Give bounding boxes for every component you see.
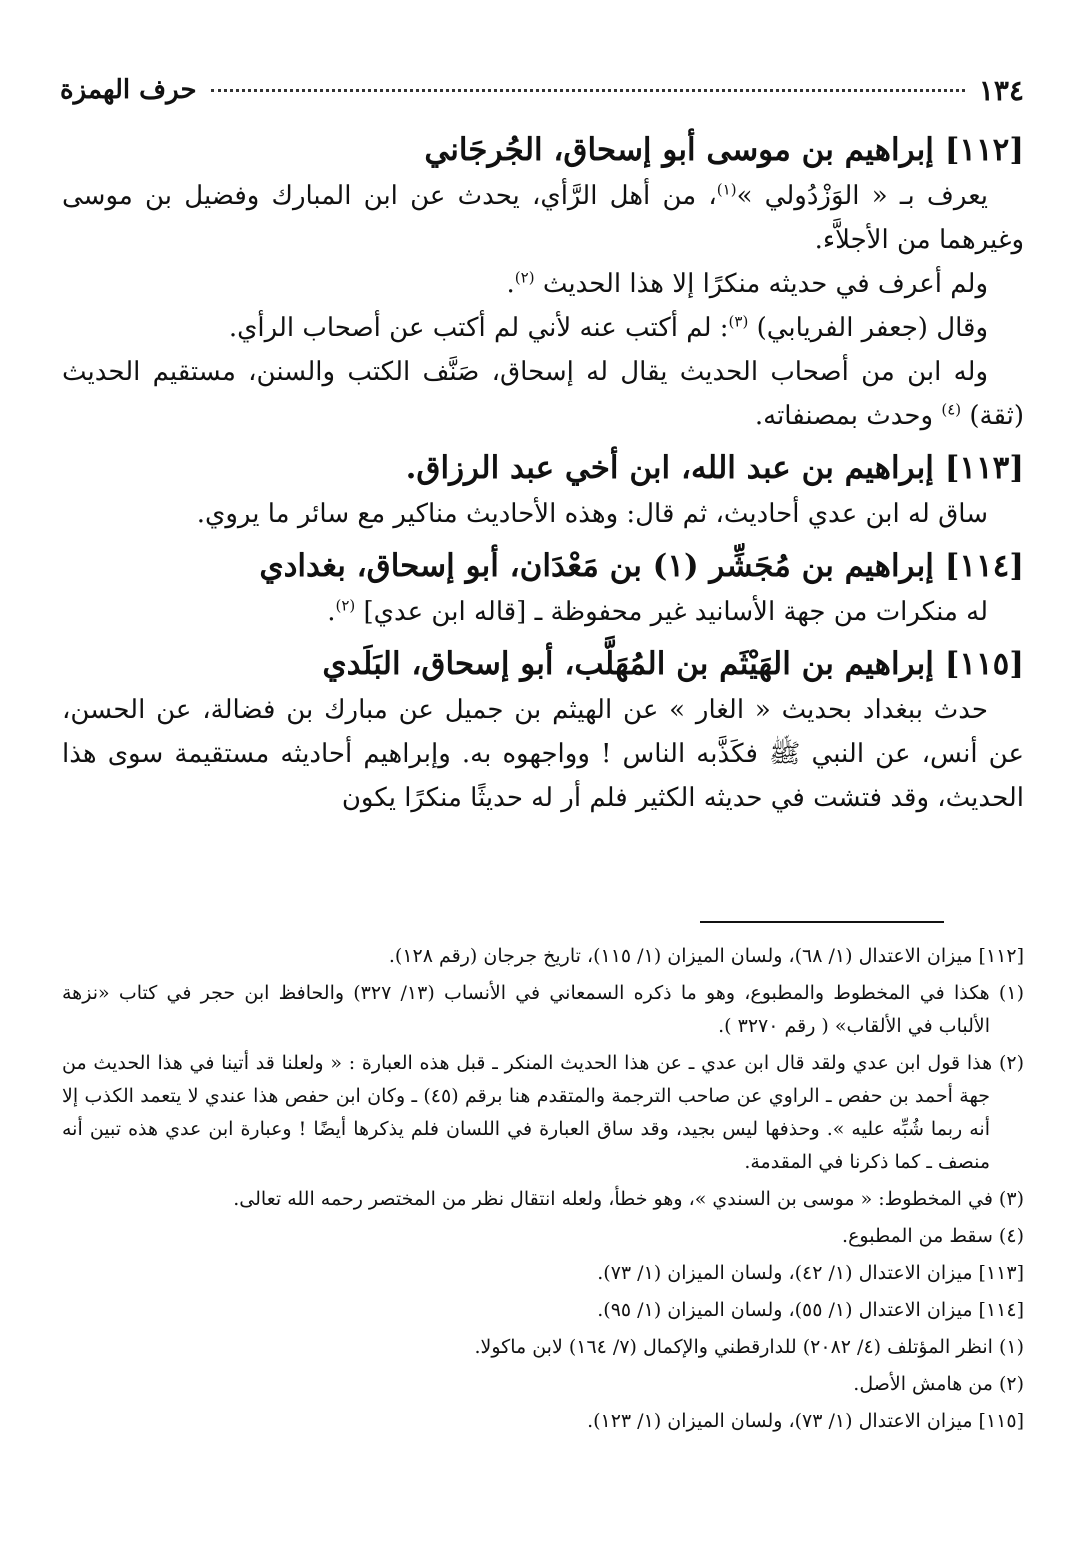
- paragraph: [62, 492, 1024, 536]
- footnote: [١١٤] ميزان الاعتدال (١/ ٥٥)، ولسان الميزان (١/ ٩٥).: [597, 1299, 1024, 1321]
- footnote: [١١٢] ميزان الاعتدال (١/ ٦٨)، ولسان الميزان (١/ ١١٥)، تاريخ جرجان (رقم ١٢٨).: [388, 945, 1024, 967]
- header-dotted-rule: [211, 89, 965, 92]
- paragraph-text: ساق له ابن عدي أحاديث، ثم قال: وهذه الأحاديث مناكير مع سائر ما يروي.: [196, 499, 988, 529]
- footnote: (٢) هذا قول ابن عدي ولقد قال ابن عدي ـ عن هذا الحديث المنكر ـ قبل هذه العبارة : « ولعلنا قد أتينا في هذا الحديث من جهة أحمد بن حفص ـ الراوي عن صاحب الترجمة والمتقدم هنا برقم (٤٥) ـ وكان ابن حفص هذا عندي لا يتعمد الكذب إلا أنه ربما شُبِّه عليه ». وحذفها ليس بجيد، وقد ساق العبارة في اللسان فلم يذكرها أيضًا ! وعبارة ابن عدي هذه تبين أنه منصف ـ كما ذكرنا في المقدمة.: [62, 1052, 1024, 1173]
- footnote-ref: (٢): [514, 268, 535, 287]
- paragraph-text: يعرف بـ « الوَزْدُولي »: [736, 181, 988, 211]
- entry-115: [62, 640, 1024, 820]
- entry-heading: [١١٣] إبراهيم بن عبد الله، ابن أخي عبد الرزاق.: [405, 450, 1024, 486]
- paragraph-text: له منكرات من جهة الأسانيد غير محفوظة ـ [قاله ابن عدي]: [363, 597, 988, 627]
- footnote-ref: (٣): [728, 312, 749, 331]
- entry-113: [62, 444, 1024, 536]
- paragraph-text-cont: .: [327, 597, 336, 627]
- paragraph: [62, 590, 1024, 634]
- entry-heading: [١١٥] إبراهيم بن الهَيْثَم بن المُهَلَّب، أبو إسحاق، البَلَدي: [322, 646, 1024, 682]
- paragraph: [62, 174, 1024, 262]
- entry-114: [62, 542, 1024, 634]
- paragraph-text: وله ابن من أصحاب الحديث يقال له إسحاق، صَنَّف الكتب والسنن، مستقيم الحديث (ثقة): [62, 357, 1024, 431]
- paragraph: [62, 306, 1024, 350]
- chapter-title: حرف الهمزة: [60, 75, 197, 105]
- footnote: (١) انظر المؤتلف (٤/ ٢٠٨٢) للدارقطني والإكمال (٧/ ١٦٤) لابن ماكولا.: [474, 1336, 1024, 1358]
- footnote-ref: (٤): [941, 400, 962, 419]
- footnote: [١١٣] ميزان الاعتدال (١/ ٤٢)، ولسان الميزان (١/ ٧٣).: [597, 1262, 1024, 1284]
- paragraph: [62, 262, 1024, 306]
- paragraph-text: حدث ببغداد بحديث « الغار » عن الهيثم بن جميل عن مبارك بن فضالة، عن الحسن، عن أنس، عن النبي ﷺ فكَذَّبه الناس ! وواجهوه به. وإبراهيم أحاديثه مستقيمة سوى هذا الحديث، وقد فتشت في حديثه الكثير فلم أر له حديثًا منكرًا يكون: [62, 695, 1024, 813]
- footnote: (١) هكذا في المخطوط والمطبوع، وهو ما ذكره السمعاني في الأنساب (١٣/ ٣٢٧) والحافظ ابن حجر في كتاب «نزهة الألباب في الألقاب» ( رقم ٣٢٧٠ ).: [62, 982, 1024, 1037]
- footnotes: [62, 940, 1024, 1442]
- footnote: (٣) في المخطوط: « موسى بن السندي »، وهو خطأ، ولعله انتقال نظر من المختصر رحمه الله تعالى.: [233, 1188, 1024, 1210]
- page-number: ١٣٤: [978, 73, 1024, 107]
- paragraph-text-cont: : لم أكتب عنه لأني لم أكتب عن أصحاب الرأي.: [228, 313, 729, 343]
- paragraph-text-cont: .: [506, 269, 515, 299]
- main-text: [62, 120, 1024, 820]
- paragraph: [62, 350, 1024, 438]
- paragraph-text: ولم أعرف في حديثه منكرًا إلا هذا الحديث: [542, 269, 988, 299]
- paragraph-text-cont: ، من أهل الرَّأي، يحدث عن ابن المبارك وفضيل بن موسى وغيرهما من الأجلاَّء.: [62, 181, 1024, 255]
- footnote: (٤) سقط من المطبوع.: [842, 1225, 1024, 1247]
- entry-heading: [١١٢] إبراهيم بن موسى أبو إسحاق، الجُرجَاني: [424, 132, 1024, 168]
- entry-112: [62, 126, 1024, 438]
- footnote: [١١٥] ميزان الاعتدال (١/ ٧٣)، ولسان الميزان (١/ ١٢٣).: [587, 1410, 1024, 1432]
- paragraph: [62, 688, 1024, 820]
- paragraph-text-cont: وحدث بمصنفاته.: [754, 401, 942, 431]
- footnote-separator: [700, 921, 944, 923]
- entry-heading: [١١٤] إبراهيم بن مُجَشِّر (١) بن مَعْدَان، أبو إسحاق، بغدادي: [259, 548, 1024, 584]
- paragraph-text: وقال (جعفر الفريابي): [756, 313, 988, 343]
- running-header: [60, 70, 1024, 110]
- footnote: (٢) من هامش الأصل.: [853, 1373, 1024, 1395]
- footnote-ref: (٢): [335, 596, 356, 615]
- footnote-ref: (١): [716, 180, 737, 199]
